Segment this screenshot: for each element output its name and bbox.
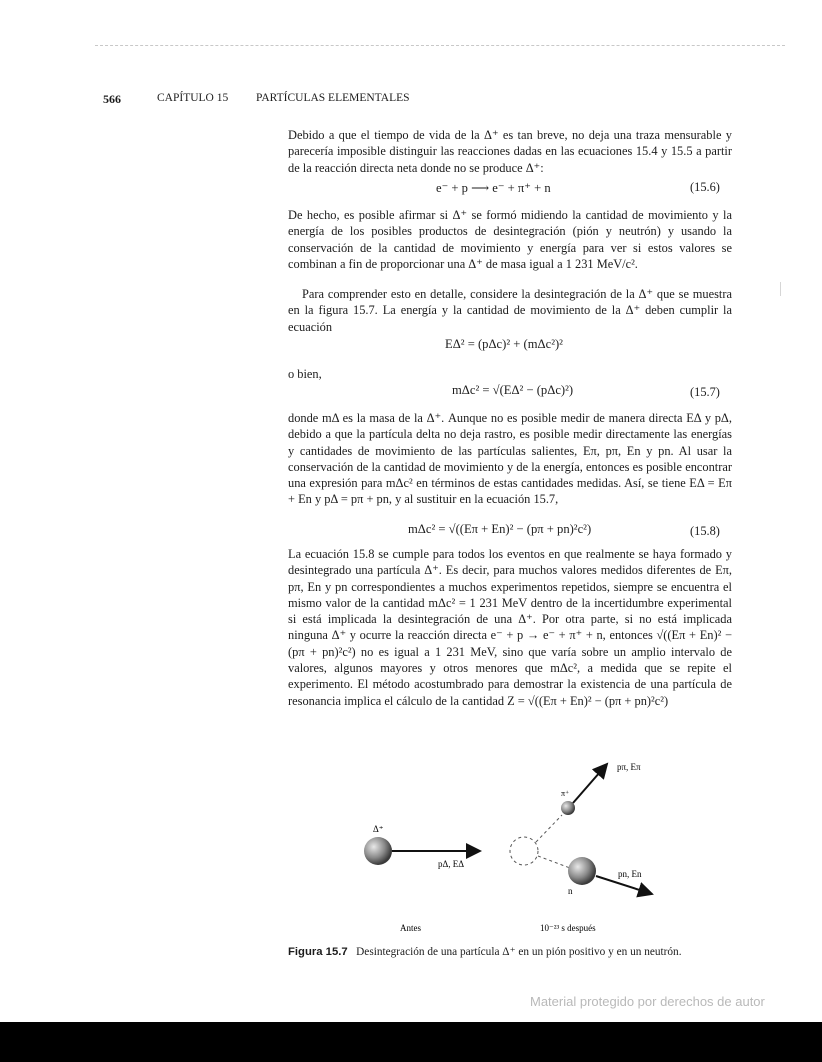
top-divider	[95, 45, 785, 47]
neutron-momentum-label: pn, En	[618, 869, 642, 879]
pion-track	[536, 815, 562, 842]
equation-number-15-6: (15.6)	[690, 180, 720, 194]
equation-number-15-7: (15.7)	[690, 385, 720, 399]
equation-15-6: e⁻ + p ⟶ e⁻ + π⁺ + n	[436, 181, 551, 195]
pion-label: π⁺	[561, 789, 570, 798]
equation-energy-momentum: EΔ² = (pΔc)² + (mΔc²)²	[445, 337, 563, 351]
text-o-bien: o bien,	[288, 367, 322, 381]
equation-number-15-8: (15.8)	[690, 524, 720, 538]
figure-caption	[288, 945, 682, 958]
before-label: Antes	[400, 923, 421, 933]
equation-15-7: mΔc² = √(EΔ² − (pΔc)²)	[452, 383, 574, 397]
caption-label: Figura 15.7	[288, 946, 348, 958]
paragraph-1: Debido a que el tiempo de vida de la Δ⁺ es tan breve, no deja una traza mensurable y parecería imposible distinguir las reacciones dadas en las ecuaciones 15.4 y 15.5 a partir de la reacción directa neta donde no se produce Δ⁺:	[288, 128, 732, 175]
paragraph-2: De hecho, es posible afirmar si Δ⁺ se formó midiendo la cantidad de movimiento y la energía de los posibles productos de desintegración (pión y neutrón) y usando la conservación de la cantidad de movimiento y energía para ver si estos valores se combinan a fin de proporcionar una Δ⁺ de masa igual a 1 231 MeV/c².	[288, 208, 732, 271]
after-label: 10⁻²³ s después	[540, 923, 596, 933]
chapter-title: CAPÍTULO 15	[157, 92, 229, 104]
neutron-track	[538, 856, 570, 868]
paragraph-3: Para comprender esto en detalle, considere la desintegración de la Δ⁺ que se muestra en la figura 15.7. La energía y la cantidad de movimiento de la Δ⁺ deben cumplir la ecuación	[288, 287, 732, 334]
delta-momentum-label: pΔ, EΔ	[438, 859, 465, 869]
page-number: 566	[103, 92, 121, 106]
pion-momentum-label: pπ, Eπ	[617, 762, 641, 772]
copyright-watermark: Material protegido por derechos de autor	[530, 994, 765, 1009]
margin-mark	[780, 282, 781, 296]
neutron-particle	[568, 857, 596, 885]
paragraph-4: donde mΔ es la masa de la Δ⁺. Aunque no es posible medir de manera directa EΔ y pΔ, debido a que la partícula delta no deja rastro, es posible medir directamente las energías y cantidades de movimiento de las partículas salientes, Eπ, pπ, En y pn. Al usar la conservación de la cantidad de movimiento y de la energía, entonces es posible encontrar una expresión para mΔc² en términos de estas cantidades medidas. Así, se tiene EΔ = Eπ + En y pΔ = pπ + pn, y al sustituir en la ecuación 15.7,	[288, 411, 732, 507]
section-title: PARTÍCULAS ELEMENTALES	[256, 92, 410, 104]
delta-label: Δ⁺	[373, 824, 384, 834]
pion-particle	[561, 801, 575, 815]
decay-vertex	[510, 837, 538, 865]
caption-text: Desintegración de una partícula Δ⁺ en un pión positivo y en un neutrón.	[356, 946, 682, 958]
running-header	[103, 92, 410, 107]
pion-momentum-arrow	[573, 764, 607, 803]
neutron-label: n	[568, 886, 573, 896]
figure-15-7	[300, 740, 760, 940]
equation-15-8: mΔc² = √((Eπ + En)² − (pπ + pn)²c²)	[408, 522, 592, 536]
delta-particle	[364, 837, 392, 865]
paragraph-5: La ecuación 15.8 se cumple para todos los eventos en que realmente se haya formado y desintegrado una partícula Δ⁺. Es decir, para muchos valores medidos diferentes de Eπ, pπ, En y pn correspondientes a muchos experimentos repetidos, siempre se encuentra el mismo valor de la cantidad mΔc² = 1 231 MeV dentro de la incertidumbre experimental si está implicada la desintegración de una Δ⁺. Por otra parte, si no está implicada ninguna Δ⁺ y ocurre la reacción directa e⁻ + p → e⁻ + π⁺ + n, entonces √((Eπ + En)² − (pπ + pn)²c²) no es igual a 1 231 MeV, sino que varía sobre un amplio intervalo de valores, algunos mayores y otros menores que mΔc², a medida que se repite el experimento. El método acostumbrado para demostrar la existencia de una partícula de resonancia implica el cálculo de la cantidad Z = √((Eπ + En)² − (pπ + pn)²c²)	[288, 547, 732, 708]
